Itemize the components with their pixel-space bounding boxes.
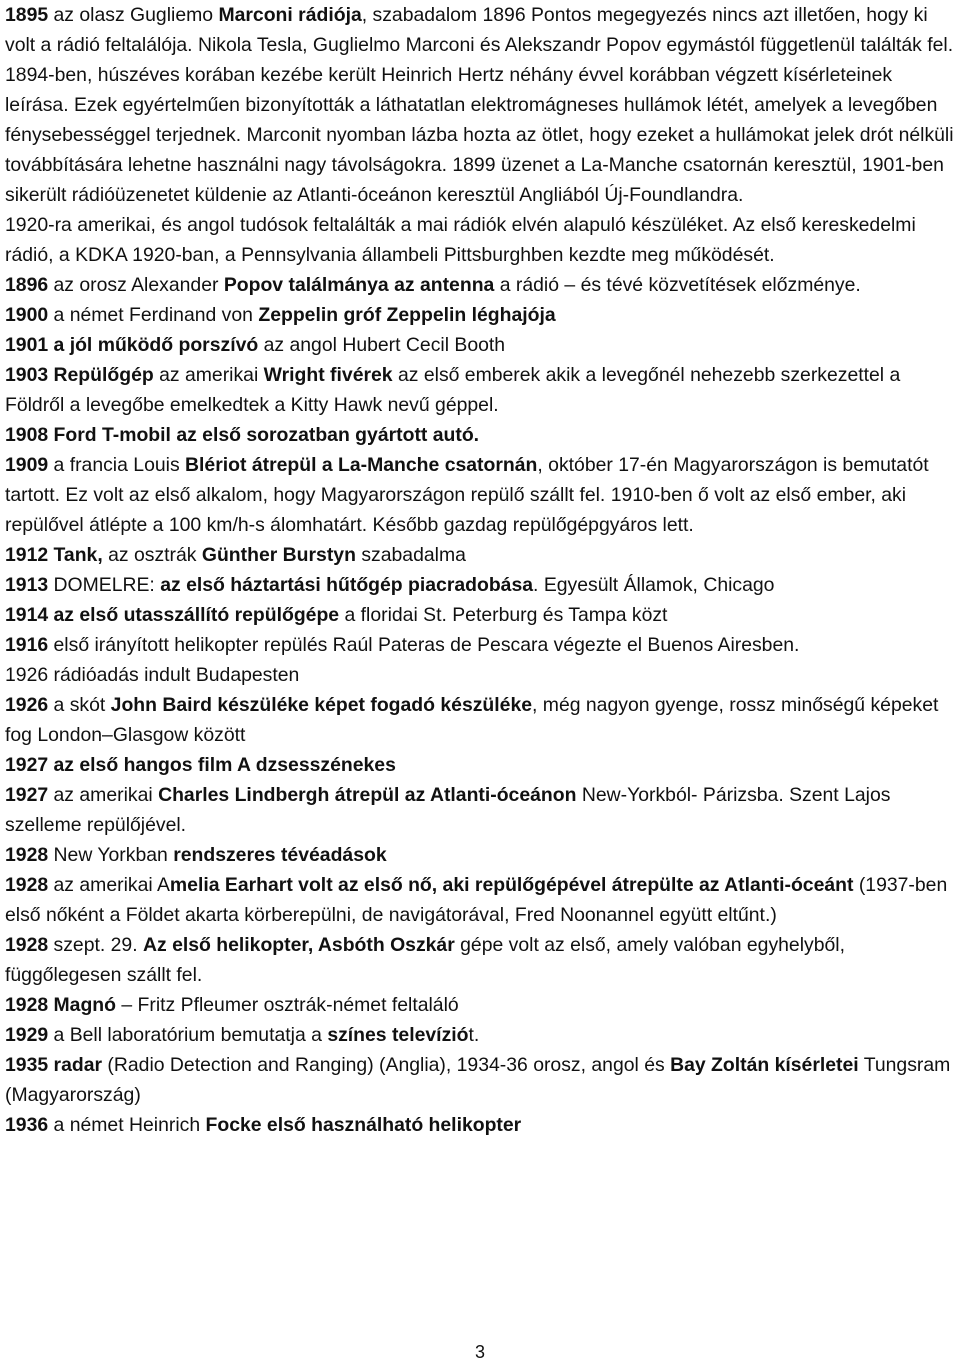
bold-text: Charles Lindbergh átrepül az Atlanti-óceánon [158,784,577,806]
text-run: az orosz Alexander [48,274,224,296]
text-run: (Radio Detection and Ranging) (Anglia), 1934-36 orosz, angol és [102,1054,671,1076]
bold-text: 1908 Ford T-mobil az első sorozatban gyártott autó. [5,424,480,446]
bold-text: 1928 Magnó [5,994,116,1016]
timeline-entry-1900 [5,300,957,330]
bold-text: Bay Zoltán kísérletei [670,1054,859,1076]
bold-text: Popov találmánya az antenna [223,274,495,296]
bold-text: 1903 Repülőgép [5,364,154,386]
text-run: szept. 29. [48,934,143,956]
timeline-entry-1935 [5,1050,957,1110]
bold-text: Focke első használható helikopter [205,1114,522,1136]
timeline-entry-1926a [5,660,957,690]
text-run: az első emberek akik a levegőnél nehezebb szerkezettel a Földről a levegőbe emelkedtek a Kitty Hawk nevű géppel. [5,364,901,416]
text-run: , szabadalom 1896 Pontos megegyezés nincs azt illetően, hogy ki volt a rádió feltalálója. Nikola Tesla, Guglielmo Marconi és Alekszandr Popov egymástól függetlenül találták fel. 1894-ben, húszéves korában kezébe került Heinrich Hertz néhány évvel korábban végzett kísérleteinek leírása. Ezek egyértelműen bizonyították a láthatatlan elektromágneses hullámok létét, amelyek a levegőben fénysebességgel terjednek. Marconit nyomban lázba hozta az ötlet, hogy ezeket a hullámokat jelek drót nélküli továbbítására lehetne használni nagy távolságokra. 1899 üzenet a La-Manche csatornán keresztül, 1901-ben sikerült rádióüzenetet küldenie az Atlanti-óceánon keresztül Angliából Új-Foundlandra. [5,4,954,206]
bold-text: 1928 [5,874,49,896]
bold-text: 1909 [5,454,49,476]
text-run: – Fritz Pfleumer osztrák-német feltaláló [116,994,459,1016]
timeline-entry-1916 [5,630,957,660]
text-run: 1926 rádióadás indult Budapesten [5,664,300,686]
timeline-entry-1927b [5,780,957,840]
text-run: a rádió – és tévé közvetítések előzménye. [494,274,861,296]
bold-text: 1896 [5,274,49,296]
text-run: a floridai St. Peterburg és Tampa közt [339,604,668,626]
bold-text: Blériot átrepül a La-Manche csatornán [185,454,538,476]
timeline-entry-1909 [5,450,957,540]
text-run: t. [468,1024,480,1046]
timeline-entry-1903 [5,360,957,420]
timeline-entry-1895 [5,0,957,210]
text-run: szabadalma [355,544,466,566]
text-run: (1937-ben első nőként a Földet akarta körberepülni, de navigátorával, Fred Noonannel együtt eltűnt.) [5,874,948,926]
text-run: első irányított helikopter repülés Raúl Pateras de Pescara végezte el Buenos Airesben. [48,634,800,656]
bold-text: 1912 Tank, [5,544,103,566]
text-run: 1920-ra amerikai, és angol tudósok feltalálták a mai rádiók elvén alapuló készüléket. Az első kereskedelmi rádió, a KDKA 1920-ban, a Pennsylvania állambeli Pittsburghben kezdte meg működését. [5,214,916,266]
text-run: az osztrák [102,544,202,566]
text-run: az amerikai A [48,874,170,896]
timeline-entry-1908 [5,420,957,450]
text-run: az amerikai [48,784,159,806]
timeline-entry-1927a [5,750,957,780]
bold-text: Zeppelin gróf Zeppelin léghajója [258,304,556,326]
bold-text: 1913 [5,574,49,596]
text-run: , még nagyon gyenge, rossz minőségű képeket fog London–Glasgow között [5,694,939,746]
text-run: DOMELRE: [48,574,161,596]
bold-text: 1901 a jól működő porszívó [5,334,259,356]
text-run: a német Heinrich [48,1114,206,1136]
timeline-entry-1936 [5,1110,957,1140]
bold-text: 1927 [5,784,49,806]
page-number: 3 [474,1342,485,1362]
text-run: New Yorkban [48,844,174,866]
timeline-entry-1920 [5,210,957,270]
timeline-entry-1901 [5,330,957,360]
bold-text: rendszeres tévéadások [173,844,387,866]
text-run: New-Yorkból- Párizsba. Szent Lajos szelleme repülőjével. [5,784,891,836]
text-run: a Bell laboratórium bemutatja a [48,1024,328,1046]
text-run: a skót [48,694,111,716]
bold-text: Wright fivérek [263,364,393,386]
bold-text: Marconi rádiója [218,4,362,26]
bold-text: 1935 radar [5,1054,103,1076]
timeline-entry-1913 [5,570,957,600]
timeline-entry-1914 [5,600,957,630]
text-run: az amerikai [153,364,264,386]
bold-text: 1900 [5,304,49,326]
bold-text: 1936 [5,1114,49,1136]
text-run: a francia Louis [48,454,186,476]
bold-text: 1916 [5,634,49,656]
bold-text: 1895 [5,4,49,26]
bold-text: John Baird készüléke képet fogadó készüléke [110,694,533,716]
bold-text: melia Earhart volt az első nő, aki repülőgépével átrepülte az Atlanti-óceánt [169,874,854,896]
text-run: . Egyesült Államok, Chicago [533,574,775,596]
timeline-entry-1928d [5,990,957,1020]
timeline-entry-1926b [5,690,957,750]
bold-text: az első háztartási hűtőgép piacradobása [160,574,534,596]
timeline-entry-1928c [5,930,957,990]
timeline-entry-1896 [5,270,957,300]
text-run: az angol Hubert Cecil Booth [258,334,506,356]
bold-text: Az első helikopter, Asbóth Oszkár [143,934,455,956]
timeline-entry-1929 [5,1020,957,1050]
text-run: az olasz Gugliemo [48,4,219,26]
timeline-entry-1912 [5,540,957,570]
document-body [5,0,957,1140]
text-run: Tungsram (Magyarország) [5,1054,951,1106]
text-run: gépe volt az első, amely valóban egyhelyből, függőlegesen szállt fel. [5,934,845,986]
text-run: , október 17-én Magyarországon is bemutatót tartott. Ez volt az első alkalom, hogy Magyarországon repülő szállt fel. 1910-ben ő volt az első ember, aki repülővel átlépte a 100 km/h-s álomhatárt. Később gazdag repülőgépgyáros lett. [5,454,929,536]
bold-text: 1914 az első utasszállító repülőgépe [5,604,340,626]
bold-text: színes televízió [327,1024,469,1046]
timeline-entry-1928a [5,840,957,870]
bold-text: 1928 [5,844,49,866]
bold-text: 1928 [5,934,49,956]
bold-text: 1927 az első hangos film A dzsesszénekes [5,754,396,776]
bold-text: Günther Burstyn [201,544,356,566]
bold-text: 1929 [5,1024,49,1046]
timeline-entry-1928b [5,870,957,930]
bold-text: 1926 [5,694,49,716]
text-run: a német Ferdinand von [48,304,259,326]
